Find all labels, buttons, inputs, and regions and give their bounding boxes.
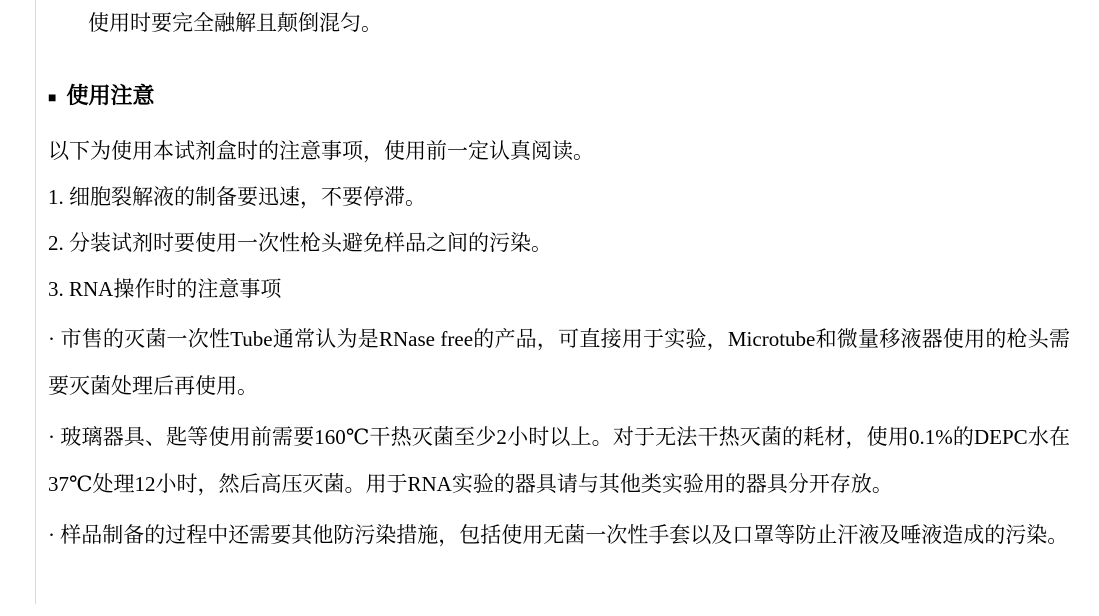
bullet-item-2: · 玻璃器具、匙等使用前需要160℃干热灭菌至少2小时以上。对于无法干热灭菌的耗材，使用0.1%的DEPC水在37℃处理12小时，然后高压灭菌。用于RNA实验的器具请与其他类实验用的器具分开存放。 [48,425,1070,496]
document-content [48,0,1070,559]
page-margin-rule [35,0,36,604]
section-header [48,82,1070,110]
bullet-item-3: · 样品制备的过程中还需要其他防污染措施，包括使用无菌一次性手套以及口罩等防止汗液及唾液造成的污染。 [48,523,1069,547]
square-bullet-icon: ■ [48,89,57,105]
bullet-item-1: · 市售的灭菌一次性Tube通常认为是RNase free的产品，可直接用于实验，Microtube和微量移液器使用的枪头需要灭菌处理后再使用。 [48,327,1070,398]
section-title: 使用注意 [66,83,155,108]
numbered-item-2: 2. 分装试剂时要使用一次性枪头避免样品之间的污染。 [48,231,552,255]
paragraph-thaw-instruction: 使用时要完全融解且颠倒混匀。 [88,11,382,35]
paragraph-intro: 以下为使用本试剂盒时的注意事项，使用前一定认真阅读。 [48,139,594,163]
numbered-item-1: 1. 细胞裂解液的制备要迅速，不要停滞。 [48,185,426,209]
numbered-item-3: 3. RNA操作时的注意事项 [48,277,282,301]
